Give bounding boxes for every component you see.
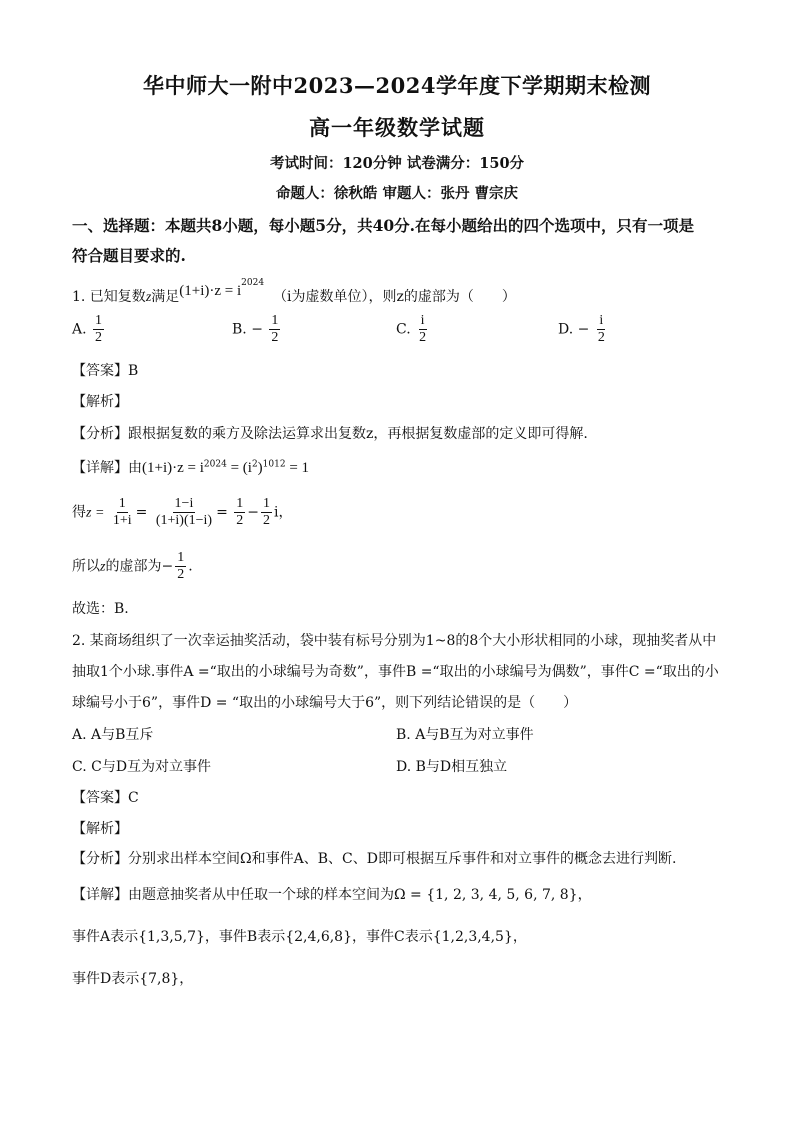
q1-option-d-num: i bbox=[599, 313, 604, 328]
q2-option-c: C. C与D互为对立事件 bbox=[72, 759, 212, 775]
q1-step2-f1-den: 1+i bbox=[112, 513, 132, 528]
q1-detail-expr2: = (i bbox=[226, 460, 252, 476]
q1-step2-f2-den: (1+i)(1−i) bbox=[155, 513, 213, 528]
q2-option-a: A. A与B互斥 bbox=[72, 727, 154, 743]
q1-step3-tail: . bbox=[188, 558, 193, 575]
q1-step3-prefix: 所以 bbox=[72, 558, 100, 575]
q1-option-a bbox=[72, 313, 106, 346]
q1-analysis-tag: 【解析】 bbox=[72, 394, 128, 410]
q1-option-c bbox=[396, 313, 430, 346]
q1-option-a-num: 1 bbox=[95, 313, 103, 328]
q1-step2-minus: − bbox=[247, 504, 259, 521]
q1-analysis: 【分析】跟根据复数的乘方及除法运算求出复数z，再根据复数虚部的定义即可得解. bbox=[72, 426, 588, 442]
q2-analysis-tag: 【解析】 bbox=[72, 821, 128, 837]
q1-option-c-num: i bbox=[420, 313, 425, 328]
q1-option-c-label: C. bbox=[396, 321, 411, 338]
q2-detail-line1: 【详解】由题意抽奖者从中任取一个球的样本空间为Ω = {1, 2, 3, 4, 5, 6, 7, 8}， bbox=[72, 887, 592, 903]
q2-analysis: 【分析】分别求出样本空间Ω和事件A、B、C、D即可根据互斥事件和对立事件的概念去进行判断. bbox=[72, 851, 677, 867]
q1-option-c-den: 2 bbox=[419, 330, 427, 345]
q1-option-d-label: D. bbox=[558, 321, 574, 338]
q1-detail-expr1: (1+i)·z = i bbox=[142, 460, 204, 476]
q2-option-b: B. A与B互为对立事件 bbox=[396, 727, 534, 743]
q1-stem-z: z bbox=[145, 290, 152, 305]
q1-step2-f1-num: 1 bbox=[118, 496, 126, 511]
q1-step3-mid: 的虚部为− bbox=[105, 558, 174, 575]
q1-detail-expr4: = 1 bbox=[285, 460, 310, 476]
q1-stem-exp: 2024 bbox=[241, 278, 265, 289]
q1-option-d bbox=[558, 313, 609, 346]
q1-stem-prefix: 1. 已知复数 bbox=[72, 289, 146, 305]
q1-step2: 得z = $\frac{1}{1+i}$ = $\frac{1-i}{(1+i)(1-i)}$ = $\frac{1}{2}$ − $\frac{1}{2}$ i， bbox=[72, 496, 293, 528]
q2-answer: 【答案】C bbox=[72, 790, 139, 806]
q1-step2-lhs: z = bbox=[86, 505, 105, 521]
q1-conclusion: 故选：B. bbox=[72, 601, 129, 617]
q1-step3-den: 2 bbox=[177, 567, 185, 582]
q1-step2-f3-den: 2 bbox=[236, 513, 244, 528]
q1-detail-prefix: 【详解】由 bbox=[72, 460, 142, 476]
q1-step2-f4-num: 1 bbox=[262, 496, 270, 511]
q1-step2-f2-num: 1−i bbox=[174, 496, 194, 511]
q2-stem-line2: 抽取1个小球.事件A =“取出的小球编号为奇数”，事件B =“取出的小球编号为偶数”，事件C =“取出的小 bbox=[72, 664, 719, 680]
q2-option-d: D. B与D相互独立 bbox=[396, 759, 508, 775]
q1-stem bbox=[72, 278, 516, 306]
q1-option-a-label: A. bbox=[72, 321, 87, 338]
q1-step2-f3-num: 1 bbox=[236, 496, 244, 511]
q2-detail-line3: 事件D表示{7,8}， bbox=[72, 971, 194, 987]
q2-detail-line2: 事件A表示{1,3,5,7}，事件B表示{2,4,6,8}，事件C表示{1,2,3,4,5}， bbox=[72, 929, 527, 945]
exam-authors: 命题人：徐秋皓 审题人：张丹 曹宗庆 bbox=[275, 185, 519, 202]
q2-stem-line1: 2. 某商场组织了一次幸运抽奖活动，袋中装有标号分别为1~8的8个大小形状相同的小球，现抽奖者从中 bbox=[72, 633, 717, 649]
q1-detail-exp1: 2024 bbox=[203, 459, 227, 470]
section-heading-line2: 符合题目要求的. bbox=[72, 246, 186, 265]
q1-stem-suffix: （i为虚数单位），则z的虚部为（ ） bbox=[272, 289, 516, 305]
q2-stem-line3: 球编号小于6”，事件D = “取出的小球编号大于6”，则下列结论错误的是（ ） bbox=[72, 695, 578, 711]
q1-option-b bbox=[232, 313, 282, 346]
exam-title: 华中师大一附中2023—2024学年度下学期期末检测 bbox=[143, 73, 651, 98]
section-heading-line1: 一、选择题：本题共8小题，每小题5分，共40分.在每小题给出的四个选项中，只有一项是 bbox=[72, 216, 695, 235]
q1-detail-exp2: 2 bbox=[251, 459, 258, 470]
q1-step2-prefix: 得 bbox=[72, 504, 86, 521]
q1-option-b-num: 1 bbox=[271, 313, 279, 328]
q1-option-b-den: 2 bbox=[271, 330, 279, 345]
q1-stem-expr: (1+i)·z = i bbox=[179, 283, 242, 299]
exam-info: 考试时间：120分钟 试卷满分：150分 bbox=[269, 155, 525, 172]
q1-step3-num: 1 bbox=[177, 550, 185, 565]
q1-option-d-den: 2 bbox=[597, 330, 605, 345]
q1-option-b-sign: − bbox=[251, 321, 263, 338]
q1-step2-f4-den: 2 bbox=[262, 513, 270, 528]
q1-option-a-den: 2 bbox=[95, 330, 103, 345]
q1-detail-expr3: ) bbox=[257, 460, 263, 476]
q1-step2-tail: i， bbox=[273, 504, 293, 521]
q1-detail-exp3: 1012 bbox=[262, 459, 286, 470]
q1-option-d-sign: − bbox=[577, 321, 590, 338]
q1-step3 bbox=[72, 550, 193, 583]
q1-option-b-label: B. bbox=[232, 321, 247, 338]
q1-detail bbox=[72, 457, 309, 477]
q1-stem-mid: 满足 bbox=[151, 289, 180, 305]
exam-subtitle: 高一年级数学试题 bbox=[309, 115, 485, 140]
q1-answer: 【答案】B bbox=[72, 363, 139, 379]
q1-step3-z: z bbox=[100, 559, 106, 575]
